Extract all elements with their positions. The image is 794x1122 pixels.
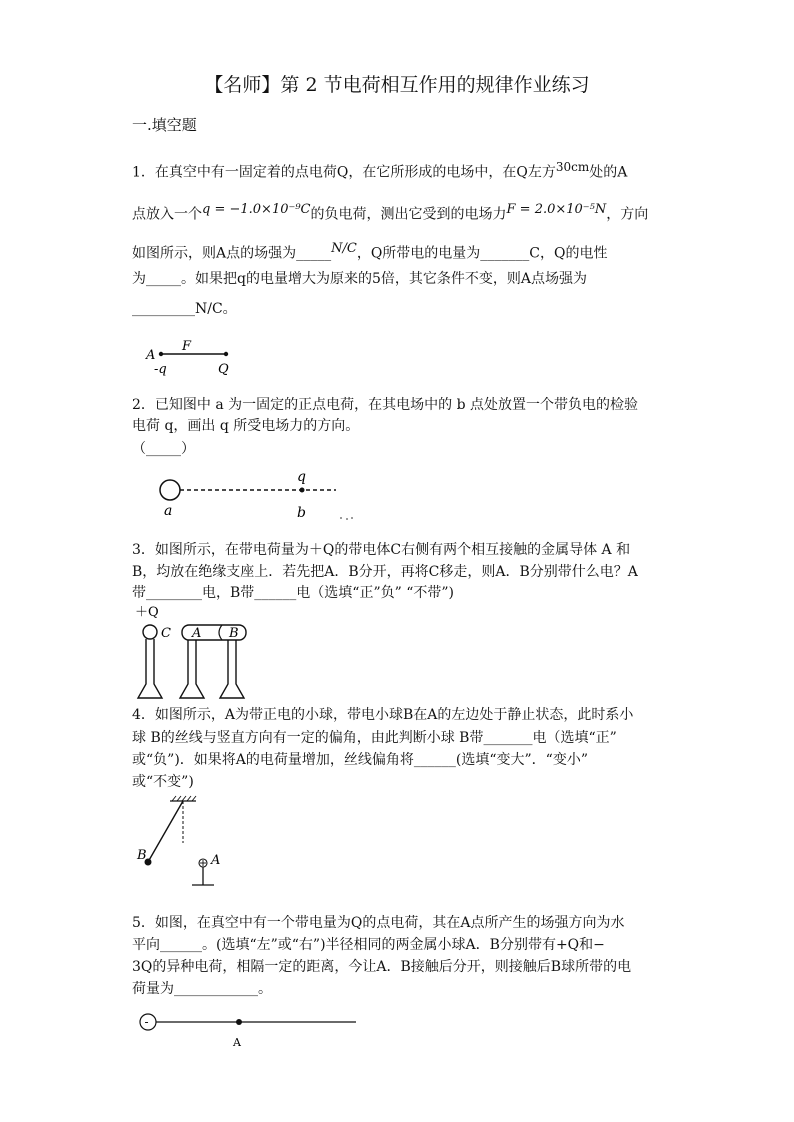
- q3-stand-b: [220, 640, 244, 698]
- q1-line-1: [132, 158, 627, 182]
- q1-text: 如图所示，则A点的场强为_____: [132, 245, 332, 262]
- q1-unit: N/C: [331, 241, 357, 256]
- q1-line-2: [132, 201, 648, 224]
- q3-contact-line: [219, 625, 222, 640]
- q5-label-a: A: [233, 1036, 241, 1049]
- q2-dot: [340, 517, 342, 519]
- q1-figure: [140, 335, 250, 380]
- q1-point-q: [224, 352, 228, 356]
- q4-line-4: 或“不变”): [132, 774, 194, 790]
- q4-hatch: [172, 796, 176, 801]
- q1-line-5: _________N/C。: [132, 301, 237, 317]
- q1-text: ，Q所带电的电量为_______C，Q的电性: [356, 245, 608, 262]
- q3-label-b: B: [229, 626, 239, 641]
- q5-figure: [138, 1012, 368, 1052]
- q1-text: 的负电荷，测出它受到的电场力: [310, 206, 507, 223]
- q3-line-2: B，均放在绝缘支座上．若先把A．B分开，再将C移走，则A．B分别带什么电？A: [132, 564, 638, 580]
- q1-text: 点放入一个: [132, 206, 202, 223]
- q1-label-f: F: [182, 339, 192, 354]
- q2-label-q: q: [297, 469, 306, 485]
- q1-text: ，方向: [606, 206, 649, 223]
- q2-charge-a: [160, 480, 180, 500]
- q2-point-b: [300, 488, 305, 493]
- q2-line-1: 2．已知图中 a 为一固定的正点电荷，在其电场中的 b 点处放置一个带负电的检验: [132, 397, 639, 413]
- q1-label-negq: -q: [154, 362, 167, 377]
- q4-figure: [128, 795, 238, 895]
- q3-label-plusq: ＋Q: [135, 605, 159, 620]
- q1-distance: 30cm: [555, 160, 590, 174]
- q1-label-q: Q: [218, 362, 229, 377]
- q5-line-3: 3Q的异种电荷，相隔一定的距离，今让A．B接触后分开，则接触后B球所带的电: [132, 959, 632, 975]
- q2-line-3: （_____）: [132, 441, 195, 457]
- q3-label-c: C: [161, 626, 171, 641]
- q2-line-2: 电荷 q，画出 q 所受电场力的方向。: [132, 418, 360, 434]
- q4-hatch: [187, 796, 191, 801]
- q4-hatch: [182, 796, 186, 801]
- q1-text: 1．在真空中有一固定着的点电荷Q，在它所形成的电场中，在Q左方: [132, 164, 556, 181]
- q3-figure: [130, 602, 270, 702]
- q4-hatch: [192, 796, 196, 801]
- q1-charge-formula: q = −1.0×10⁻⁹C: [202, 202, 311, 217]
- q3-line-1: 3．如图所示，在带电荷量为＋Q的带电体C右侧有两个相互接触的金属导体 A 和: [132, 542, 631, 558]
- q5-charge-sign: -: [144, 1015, 149, 1029]
- q4-label-a: A: [211, 853, 221, 868]
- q1-point-a: [159, 352, 163, 356]
- q2-label-b: b: [297, 505, 306, 521]
- q4-line-2: 球 B的丝线与竖直方向有一定的偏角，由此判断小球 B带_______电（选填“正”: [132, 730, 617, 746]
- page-title: 【名师】第 2 节电荷相互作用的规律作业练习: [204, 74, 590, 96]
- q5-point-a: [236, 1019, 242, 1025]
- q2-label-a: a: [164, 503, 173, 519]
- q4-hatch: [177, 796, 181, 801]
- q2-dot: [351, 517, 353, 519]
- q5-line-1: 5．如图，在真空中有一个带电量为Q的点电荷，其在A点所产生的场强方向为水: [132, 915, 625, 931]
- q5-line-2: 平向______。(选填“左”或“右”)半径相同的两金属小球A．B分别带有+Q和−: [132, 937, 605, 953]
- q2-figure: [150, 462, 370, 522]
- q3-charged-body-c: [143, 625, 157, 639]
- q1-line-3: [132, 240, 608, 263]
- q4-label-b: B: [137, 848, 147, 863]
- q5-line-4: 荷量为____________。: [132, 981, 272, 997]
- q3-stand-a: [180, 640, 204, 698]
- q1-line-4: 为_____。如果把q的电量增大为原来的5倍，其它条件不变，则A点场强为: [132, 271, 587, 287]
- section-heading: 一.填空题: [132, 116, 197, 134]
- q1-force-formula: F = 2.0×10⁻⁵N: [506, 202, 607, 217]
- q1-label-a: A: [146, 348, 156, 363]
- q2-dot: [346, 518, 348, 520]
- q3-line-3: 带________电，B带______电（选填“正”负” “不带”): [132, 585, 454, 601]
- q1-text: 处的A: [589, 164, 628, 181]
- q4-line-3: 或“负”)．如果将A的电荷量增加，丝线偏角将______(选填“变大”．“变小”: [132, 752, 588, 768]
- q3-label-a: A: [192, 626, 202, 641]
- q4-thread: [148, 801, 183, 862]
- q4-line-1: 4．如图所示，A为带正电的小球，带电小球B在A的左边处于静止状态，此时系小: [132, 707, 634, 723]
- q3-stand-c: [138, 639, 162, 698]
